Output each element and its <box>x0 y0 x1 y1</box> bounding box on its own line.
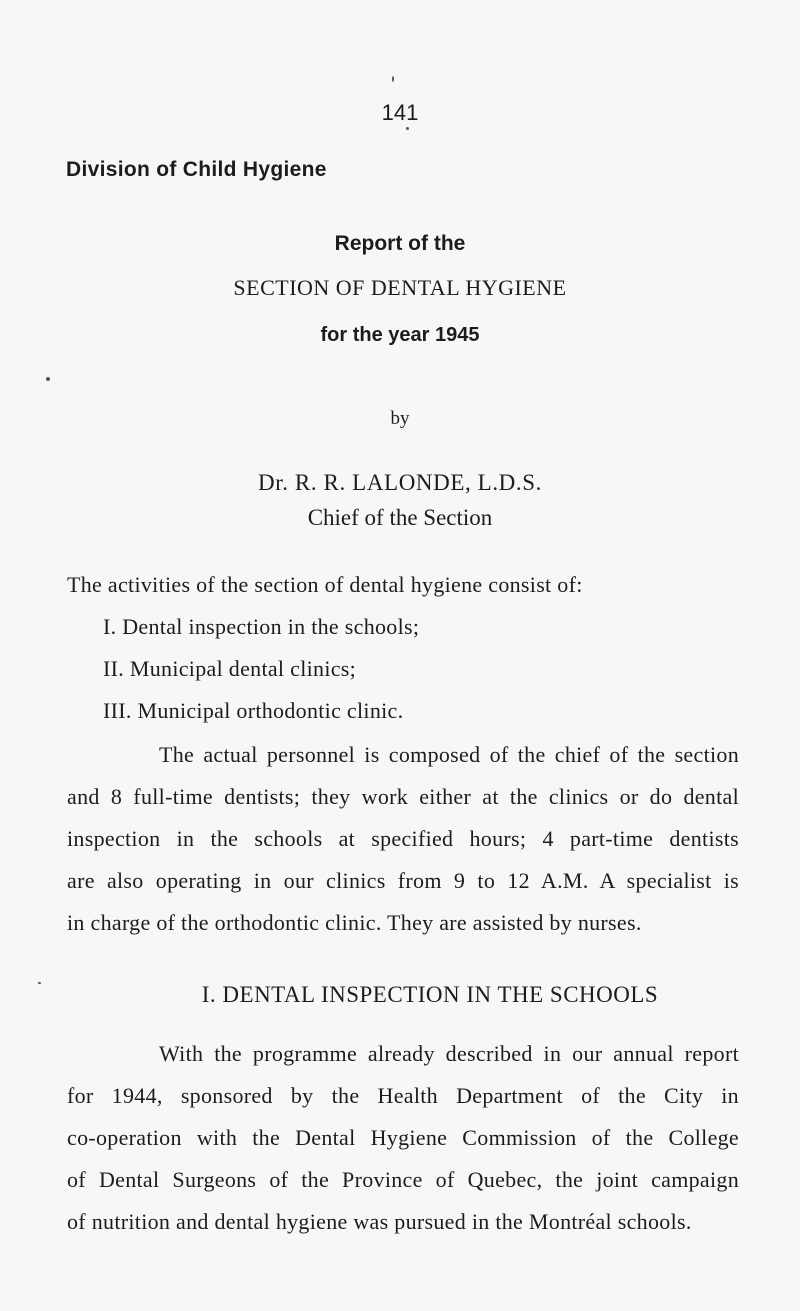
paragraph-line: of nutrition and dental hygiene was pursued in the Montréal schools. <box>67 1209 692 1234</box>
author-role: Chief of the Section <box>307 505 493 530</box>
by-line: by <box>390 408 410 429</box>
paragraph-line: The actual personnel is composed of the chief of the section <box>159 742 739 767</box>
activities-intro: The activities of the section of dental hygiene consist of: <box>67 572 583 597</box>
division-title: Division of Child Hygiene <box>66 158 327 181</box>
activity-item: I. Dental inspection in the schools; <box>103 614 420 639</box>
paragraph-line: of Dental Surgeons of the Province of Quebec, the joint campaign <box>67 1167 739 1192</box>
paragraph-line: and 8 full-time dentists; they work either at the clinics or do dental <box>67 784 739 809</box>
scan-speck <box>38 982 41 984</box>
scan-speck <box>406 127 409 130</box>
paragraph-line: for 1944, sponsored by the Health Department of the City in <box>67 1083 739 1108</box>
paragraph-line: co-operation with the Dental Hygiene Commission of the College <box>67 1125 739 1150</box>
page-number: 141 <box>381 100 419 125</box>
activity-item: III. Municipal orthodontic clinic. <box>103 698 404 723</box>
year-line: for the year 1945 <box>320 324 480 346</box>
paragraph-line: With the programme already described in our annual report <box>159 1041 739 1066</box>
paragraph-line: inspection in the schools at specified hours; 4 part-time dentists <box>67 826 739 851</box>
paragraph-line: are also operating in our clinics from 9 to 12 A.M. A specialist is <box>67 868 739 893</box>
personnel-paragraph <box>67 734 739 944</box>
paragraph-line: in charge of the orthodontic clinic. They are assisted by nurses. <box>67 910 642 935</box>
programme-paragraph <box>67 1033 739 1243</box>
scan-speck <box>392 76 394 82</box>
author-name: Dr. R. R. LALONDE, L.D.S. <box>258 470 542 495</box>
scan-speck <box>46 377 50 381</box>
activity-item: II. Municipal dental clinics; <box>103 656 357 681</box>
section-heading: I. DENTAL INSPECTION IN THE SCHOOLS <box>201 982 659 1007</box>
report-line: Report of the <box>334 232 466 255</box>
section-title: SECTION OF DENTAL HYGIENE <box>233 275 567 300</box>
